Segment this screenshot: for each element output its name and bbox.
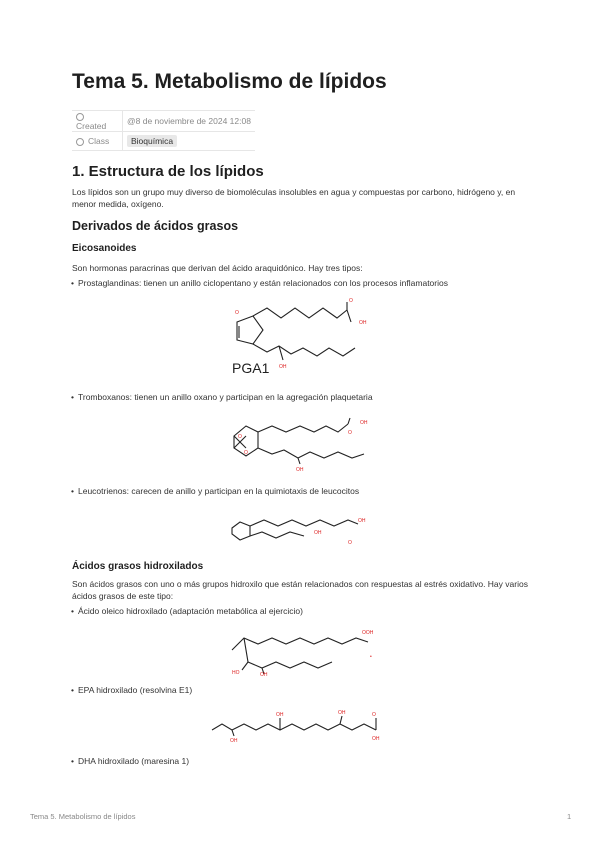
- svg-text:•: •: [370, 654, 372, 660]
- svg-text:OH: OH: [372, 736, 380, 742]
- tromboxane-structure: [228, 414, 373, 472]
- svg-text:O: O: [349, 298, 353, 304]
- svg-text:OH: OH: [276, 712, 284, 718]
- eicosanoides-text: Son hormonas paracrinas que derivan del ácido araquidónico. Hay tres tipos:: [72, 263, 363, 273]
- list-item: • DHA hidroxilado (maresina 1): [78, 756, 189, 766]
- hidroxilados-text: Son ácidos grasos con uno o más grupos hidroxilo que están relacionados con respuestas al estrés oxidativo. Hay varios ácidos grasos de este tipo:: [72, 579, 528, 601]
- intro-paragraph: Los lípidos son un grupo muy diverso de biomoléculas insolubles en agua y compuestas por carbono, hidrógeno y, en menor medida, oxígeno.: [72, 187, 516, 209]
- class-tag[interactable]: Bioquímica: [127, 135, 177, 147]
- pga1-label: PGA1: [232, 360, 270, 376]
- footer-title: Tema 5. Metabolismo de lípidos: [30, 812, 136, 821]
- page-number: 1: [567, 812, 572, 821]
- svg-text:OH: OH: [279, 364, 287, 370]
- list-item: • Prostaglandinas: tienen un anillo ciclopentano y están relacionados con los procesos inflamatorios: [78, 278, 448, 288]
- svg-text:HO: HO: [232, 670, 240, 676]
- svg-text:OH: OH: [314, 530, 322, 536]
- resolvin-e1-structure: [210, 710, 390, 744]
- svg-text:OH: OH: [230, 738, 238, 744]
- svg-text:OH: OH: [359, 320, 367, 326]
- svg-text:OH: OH: [360, 420, 368, 426]
- svg-text:O: O: [244, 450, 248, 456]
- svg-text:O: O: [348, 540, 352, 546]
- svg-text:OOH: OOH: [362, 630, 374, 636]
- svg-text:OH: OH: [338, 710, 346, 716]
- subsection-heading: Derivados de ácidos grasos: [72, 219, 239, 233]
- section-heading: 1. Estructura de los lípidos: [72, 163, 264, 180]
- property-row-created: [72, 111, 255, 132]
- svg-text:OH: OH: [260, 672, 268, 678]
- property-value: @8 de noviembre de 2024 12:08: [123, 111, 255, 132]
- properties-table: [72, 110, 255, 151]
- property-key: Created: [76, 121, 107, 131]
- svg-text:O: O: [235, 310, 239, 316]
- list-item: • Ácido oleico hidroxilado (adaptación metabólica al ejercicio): [78, 606, 303, 616]
- list-icon: [76, 138, 84, 146]
- list-item: • Tromboxanos: tienen un anillo oxano y participan en la agregación plaquetaria: [78, 392, 373, 402]
- svg-text:O: O: [238, 434, 242, 440]
- clock-icon: [76, 113, 84, 121]
- svg-text:O: O: [372, 712, 376, 718]
- list-item: • EPA hidroxilado (resolvina E1): [78, 685, 192, 695]
- svg-text:O: O: [348, 430, 352, 436]
- page-title: Tema 5. Metabolismo de lípidos: [72, 70, 387, 93]
- list-item: • Leucotrienos: carecen de anillo y participan en la quimiotaxis de leucocitos: [78, 486, 359, 496]
- hidroxilados-heading: Ácidos grasos hidroxilados: [72, 561, 204, 572]
- hydroxy-oleic-structure: [228, 624, 378, 676]
- property-key: Class: [88, 136, 110, 146]
- leukotriene-structure: [230, 514, 372, 546]
- svg-text:OH: OH: [296, 467, 304, 473]
- svg-text:OH: OH: [358, 518, 366, 524]
- eicosanoides-heading: Eicosanoides: [72, 243, 137, 254]
- property-row-class: [72, 132, 255, 151]
